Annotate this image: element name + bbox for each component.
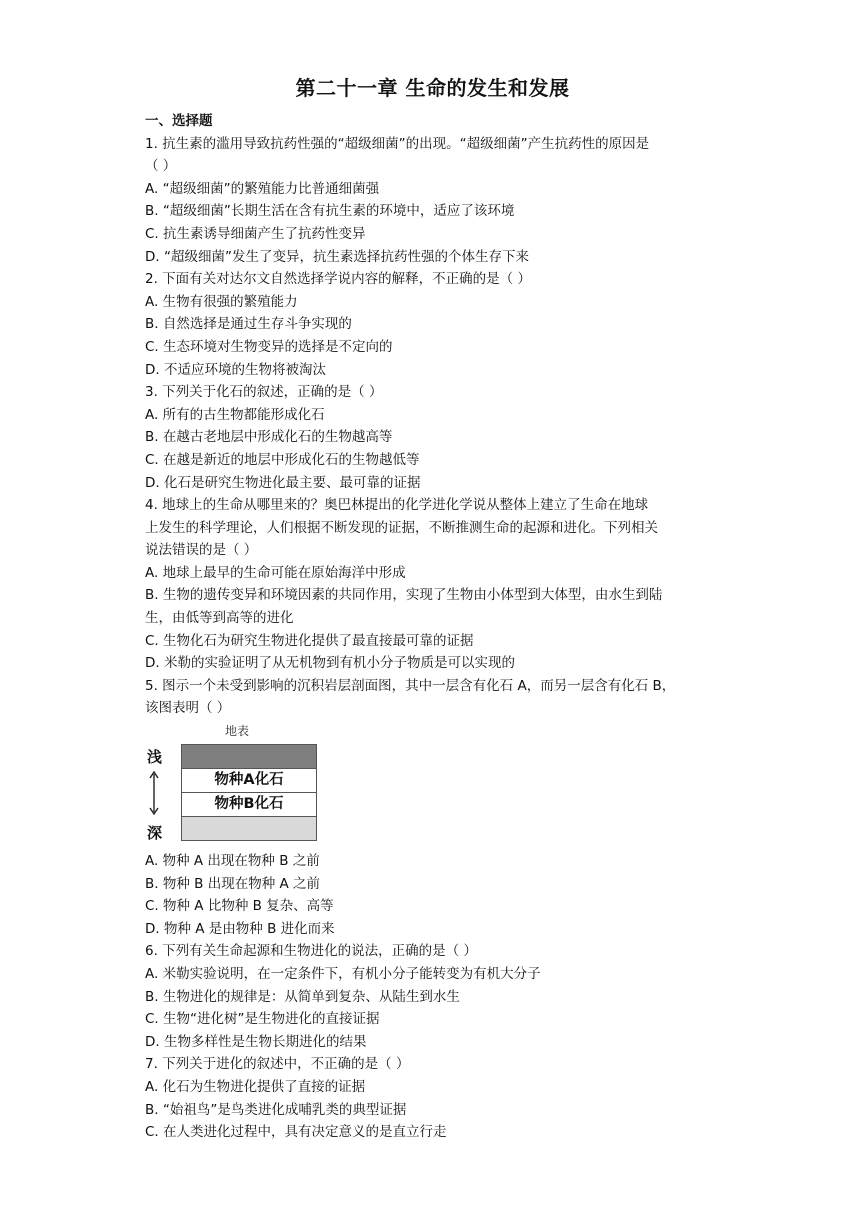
- option-b: B. 物种 B 出现在物种 A 之前: [145, 875, 321, 892]
- document-title: 第二十一章 生命的发生和发展: [295, 76, 570, 100]
- question-stem-line: 6. 下列有关生命起源和生物进化的说法，正确的是（ ）: [145, 943, 477, 960]
- option-a: A. 米勒实验说明，在一定条件下，有机小分子能转变为有机大分子: [145, 966, 541, 982]
- question-stem-line: 1. 抗生素的滥用导致抗药性强的“超级细菌”的出现。“超级细菌”产生抗药性的原因是: [145, 135, 650, 152]
- option-d: D. “超级细菌”发生了变异，抗生素选择抗药性强的个体生存下来: [145, 248, 529, 265]
- stratum-surface: [182, 745, 316, 769]
- question-stem-line: 2. 下面有关对达尔文自然选择学说内容的解释，不正确的是（ ）: [145, 271, 531, 288]
- option-c: C. 物种 A 比物种 B 复杂、高等: [145, 898, 334, 915]
- question-stem-line: 上发生的科学理论，人们根据不断发现的证据，不断推测生命的起源和进化。下列相关: [145, 519, 658, 536]
- question-stem-line: 该图表明（ ）: [145, 700, 231, 717]
- deep-label: 深: [147, 824, 163, 843]
- question-6: [145, 940, 720, 1053]
- option-d: D. 物种 A 是由物种 B 进化而来: [145, 920, 335, 937]
- option-c: C. 生态环境对生物变异的选择是不定向的: [145, 338, 393, 355]
- option-d: D. 生物多样性是生物长期进化的结果: [145, 1033, 367, 1050]
- option-a: A. 所有的古生物都能形成化石: [145, 406, 325, 423]
- question-5: [145, 675, 720, 941]
- option-b: B. “始祖鸟”是鸟类进化成哺乳类的典型证据: [145, 1101, 407, 1118]
- question-stem-line: 说法错误的是（ ）: [145, 542, 258, 559]
- question-stem-line: 7. 下列关于进化的叙述中，不正确的是（ ）: [145, 1056, 410, 1073]
- depth-arrow-icon: [153, 770, 155, 816]
- question-stem-line: 4. 地球上的生命从哪里来的？奥巴林提出的化学进化学说从整体上建立了生命在地球: [145, 497, 649, 514]
- strata-column: [181, 744, 317, 841]
- option-a: A. “超级细菌”的繁殖能力比普通细菌强: [145, 180, 380, 197]
- option-c: C. 生物化石为研究生物进化提供了最直接最可靠的证据: [145, 632, 474, 649]
- document-page: [145, 72, 720, 1144]
- option-a: A. 生物有很强的繁殖能力: [145, 293, 298, 310]
- stratum-species-b: 物种B化石: [182, 793, 316, 817]
- option-b: B. “超级细菌”长期生活在含有抗生素的环境中，适应了该环境: [145, 203, 515, 220]
- question-stem-line: 3. 下列关于化石的叙述，正确的是（ ）: [145, 384, 383, 401]
- option-c: C. 在人类进化过程中，具有决定意义的是直立行走: [145, 1124, 447, 1141]
- surface-label: 地表: [225, 724, 250, 739]
- option-d: D. 化石是研究生物进化最主要、最可靠的证据: [145, 474, 421, 491]
- question-3: [145, 381, 720, 494]
- option-c: C. 在越是新近的地层中形成化石的生物越低等: [145, 451, 420, 468]
- option-d: D. 不适应环境的生物将被淘汰: [145, 361, 326, 378]
- option-a: A. 化石为生物进化提供了直接的证据: [145, 1078, 366, 1095]
- question-stem-line: （ ）: [145, 158, 177, 175]
- stratum-bottom: [182, 817, 316, 840]
- option-b: B. 自然选择是通过生存斗争实现的: [145, 316, 352, 333]
- question-stem-line: 5. 图示一个未受到影响的沉积岩层剖面图，其中一层含有化石 A，而另一层含有化石 B，: [145, 677, 676, 694]
- option-a: A. 物种 A 出现在物种 B 之前: [145, 853, 320, 870]
- question-7: [145, 1053, 720, 1143]
- question-2: [145, 268, 720, 381]
- option-c: C. 生物“进化树”是生物进化的直接证据: [145, 1011, 380, 1028]
- option-b: B. 生物的遗传变异和环境因素的共同作用，实现了生物由小体型到大体型，由水生到陆: [145, 587, 663, 604]
- option-b: B. 生物进化的规律是：从简单到复杂、从陆生到水生: [145, 988, 460, 1005]
- option-b: B. 在越古老地层中形成化石的生物越高等: [145, 429, 393, 446]
- question-1: [145, 133, 720, 269]
- section-heading: 一、选择题: [145, 113, 213, 129]
- shallow-label: 浅: [147, 748, 163, 767]
- option-a: A. 地球上最早的生命可能在原始海洋中形成: [145, 564, 406, 581]
- option-d: D. 米勒的实验证明了从无机物到有机小分子物质是可以实现的: [145, 655, 515, 672]
- option-c: C. 抗生素诱导细菌产生了抗药性变异: [145, 225, 366, 242]
- strata-figure: [145, 724, 325, 848]
- option-b-continued: 生，由低等到高等的进化: [145, 610, 294, 627]
- question-4: [145, 494, 720, 675]
- stratum-species-a: 物种A化石: [182, 769, 316, 793]
